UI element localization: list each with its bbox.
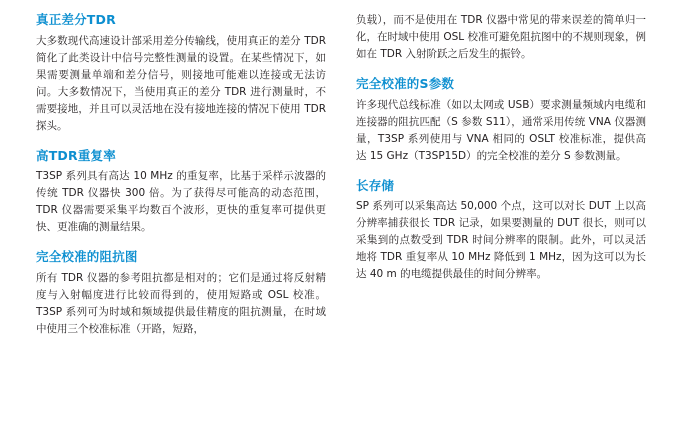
section-heading: 长存储 [356,177,395,193]
section-paragraph: 许多现代总线标准（如以太网或 USB）要求测量频域内电缆和连接器的阻抗匹配（S 参数 S11），通常采用传统 VNA 仪器测量，T3SP 系列使用与 VNA 相同的 OSLT 校准标准，提供高达 15 GHz（T3SP15D）的完全校准的差分 S 参数测量。 [356,98,646,162]
section-paragraph: 负载），而不是使用在 TDR 仪器中常见的带来误差的简单归一化，在时域中使用 OSL 校准可避免阻抗图中的不规则现象，例如在 TDR 入射阶跃之后发生的振铃。 [356,14,646,60]
section-heading: 高TDR重复率 [36,147,116,163]
section-heading: 真正差分TDR [36,12,116,27]
section-fully-calibrated-impedance-profile [36,249,326,338]
right-column [356,12,646,411]
section-true-differential-tdr [36,12,326,135]
section-fully-calibrated-s-parameters [356,76,646,165]
section-paragraph: 大多数现代高速设计部采用差分传输线，使用真正的差分 TDR 简化了此类设计中信号完整性测量的设置。在某些情况下，如果需要测量单端和差分信号，则接地可能难以连接或无法访问。大多数情况下，当使用真正的差分 TDR 进行测量时，不需要接地，并且可以灵活地在没有接地连接的情况下使用 TDR 探头。 [36,34,326,132]
section-heading: 完全校准的阻抗图 [36,249,138,265]
section-continued-text [356,12,646,63]
section-heading: 完全校准的S参数 [356,76,455,91]
section-paragraph: T3SP 系列具有高达 10 MHz 的重复率，比基于采样示波器的传统 TDR 仪器快 300 倍。为了获得尽可能高的动态范围，TDR 仪器需要采集平均数百个波形，更快的重复率可提供更快、更准确的测量结果。 [36,170,326,234]
section-long-memory [356,178,646,284]
left-column [36,12,326,411]
two-column-layout [36,12,665,411]
section-paragraph: SP 系列可以采集高达 50,000 个点，这可以对长 DUT 上以高分辨率捕获很长 TDR 记录，如果要测量的 DUT 很长，则可以采集到的点数受到 TDR 时间分辨率的限制。此外，可以灵活地将 TDR 重复率从 10 MHz 降低到 1 MHz，因为这可以为长达 40 m 的电缆提供最佳的时间分辨率。 [356,200,646,281]
section-paragraph: 所有 TDR 仪器的参考阻抗都是相对的；它们是通过将反射精度与入射幅度进行比较而得到的，使用短路或 OSL 校准。T3SP 系列可为时域和频域提供最佳精度的阻抗测量，在时域中使用三个校准标准（开路，短路， [36,271,326,335]
section-high-tdr-repetition-rate [36,148,326,237]
